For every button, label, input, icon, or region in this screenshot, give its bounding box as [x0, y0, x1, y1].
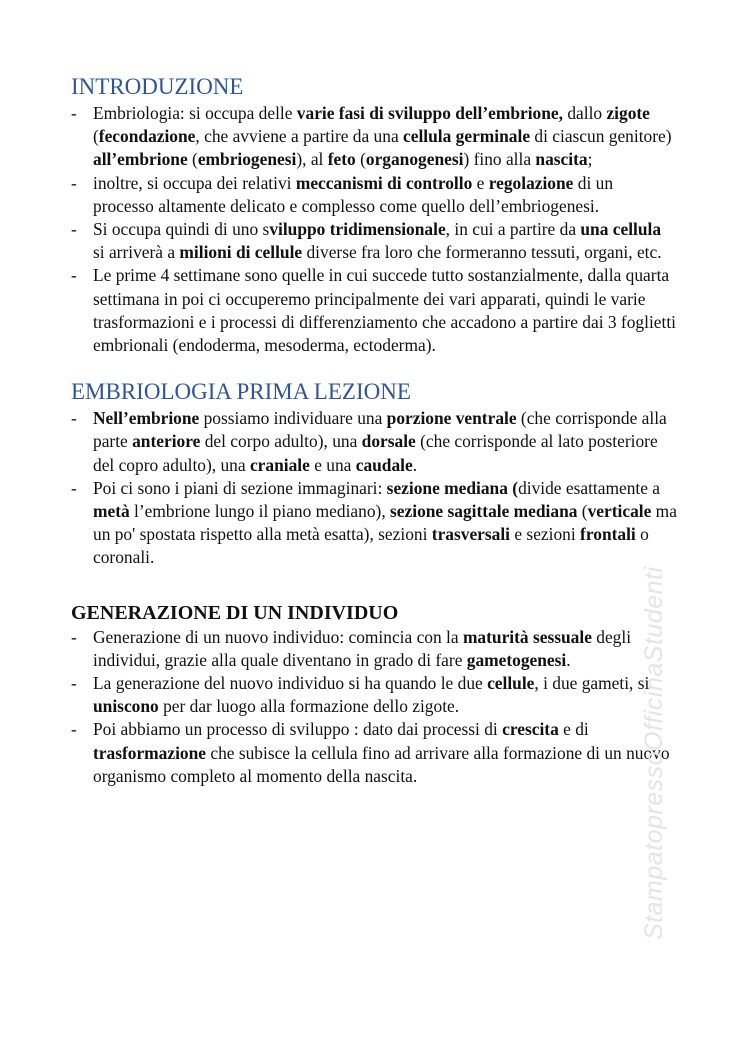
list-item — [71, 672, 677, 718]
bold-text: porzione ventrale — [386, 408, 517, 429]
bullet-dash: - — [71, 626, 77, 647]
text: . — [412, 454, 418, 475]
text: diverse fra loro che formeranno tessuti, organi, etc. — [302, 242, 662, 263]
text: ) fino alla — [463, 149, 536, 170]
text: di un processo altamente delicato e complesso come quello dell’embriogenesi. — [93, 172, 614, 216]
bold-text: viluppo tridimensionale — [269, 219, 446, 240]
text: inoltre, si occupa dei relativi — [93, 172, 296, 193]
bullet-dash: - — [71, 477, 77, 498]
text: per dar luogo alla formazione dello zigote. — [158, 696, 460, 717]
text: Embriologia: si occupa delle — [93, 103, 297, 123]
text: ( — [93, 126, 99, 147]
bold-text: fecondazione — [98, 126, 196, 147]
bold-text: regolazione — [488, 172, 574, 193]
bold-text: nascita — [535, 149, 588, 170]
text: Poi abbiamo un processo di sviluppo : dato dai processi di — [93, 719, 503, 740]
list-item — [71, 477, 677, 570]
bold-text: anteriore — [132, 431, 201, 452]
text: degli individui, grazie alla quale diventano in grado di fare — [93, 626, 632, 670]
bold-text: gametogenesi — [466, 649, 567, 670]
list-item — [71, 407, 677, 477]
text: Poi ci sono i piani di sezione immaginari: — [93, 477, 387, 498]
bold-text: zigote — [606, 103, 650, 123]
section-generazione-individuo — [71, 600, 677, 788]
bullet-dash: - — [71, 719, 77, 740]
bold-text: feto — [327, 149, 356, 170]
text: divide esattamente a — [518, 477, 661, 498]
text: La generazione del nuovo individuo si ha quando le due — [93, 673, 488, 694]
text: che subisce la cellula fino ad arrivare alla formazione di un nuovo organismo completo al momento della nascita. — [93, 742, 670, 786]
text: Generazione di un nuovo individuo: comincia con la — [93, 626, 463, 647]
section-heading: EMBRIOLOGIA PRIMA LEZIONE — [71, 379, 411, 405]
list-item — [71, 718, 677, 788]
bold-text: trasformazione — [93, 742, 206, 763]
bold-text: milioni di cellule — [179, 242, 303, 263]
bullet-list — [71, 102, 677, 357]
text: dallo — [562, 103, 607, 123]
bold-text: una cellula — [580, 219, 662, 240]
bold-text: frontali — [580, 524, 636, 545]
text: ( — [577, 501, 588, 522]
bullet-dash: - — [71, 103, 77, 123]
bold-text: trasversali — [431, 524, 511, 545]
text: ( — [355, 149, 366, 170]
bold-text: craniale — [249, 454, 310, 475]
section-embriologia-prima-lezione — [71, 377, 677, 569]
bullet-dash: - — [71, 673, 77, 694]
watermark: StampatopressoOfficinaStudenti — [640, 566, 668, 940]
text: (che corrisponde alla parte — [93, 408, 667, 452]
bold-text: verticale — [587, 501, 652, 522]
bullet-dash: - — [71, 265, 77, 286]
section-heading: INTRODUZIONE — [71, 74, 244, 99]
text: e di — [558, 719, 589, 740]
bullet-dash: - — [71, 219, 77, 240]
bold-text: all’embrione — [93, 149, 188, 170]
text: di ciascun genitore) — [530, 126, 672, 147]
bold-text: Nell’embrione — [93, 408, 200, 429]
bold-text: dorsale — [361, 431, 416, 452]
bold-text: sezione mediana ( — [386, 477, 519, 498]
section-heading: GENERAZIONE DI UN INDIVIDUO — [71, 601, 399, 624]
bold-text: crescita — [502, 719, 559, 740]
bold-text: organogenesi — [365, 149, 464, 170]
text: o coronali. — [93, 524, 649, 568]
bullet-dash: - — [71, 172, 77, 193]
text: e — [472, 172, 489, 193]
list-item — [71, 626, 677, 672]
text: . — [566, 649, 571, 670]
text: possiamo individuare una — [199, 408, 387, 429]
text: e sezioni — [510, 524, 581, 545]
text: ma un po' spostata rispetto alla metà esatta), sezioni — [93, 501, 677, 545]
text: , che avviene a partire da una — [195, 126, 404, 147]
document-page — [71, 72, 677, 788]
text: Le prime 4 settimane sono quelle in cui succede tutto sostanzialmente, dalla quarta settimana in poi ci occuperemo principalmente dei vari apparati, quindi le varie trasformazioni e i processi di differenziamento che accadono a partire dai 3 foglietti embrionali (endoderma, mesoderma, ectoderma). — [93, 265, 676, 356]
bold-text: cellule — [487, 673, 535, 694]
text: (che corrisponde al lato posteriore del copro adulto), una — [93, 431, 658, 475]
list-item — [71, 102, 677, 172]
bold-text: meccanismi di controllo — [295, 172, 473, 193]
bold-text: maturità sessuale — [462, 626, 592, 647]
bold-text: sezione sagittale mediana — [390, 501, 578, 522]
list-item — [71, 264, 677, 357]
text: ), al — [296, 149, 328, 170]
bullet-dash: - — [71, 408, 77, 429]
section-introduzione — [71, 72, 677, 357]
bold-text: metà — [93, 501, 130, 522]
bold-text: varie fasi di sviluppo dell’embrione, — [296, 103, 563, 123]
bold-text: cellula germinale — [403, 126, 531, 147]
bullet-list — [71, 626, 677, 788]
list-item — [71, 218, 677, 264]
text: ; — [587, 149, 593, 170]
text: Si occupa quindi di uno s — [93, 219, 270, 240]
text: ( — [187, 149, 198, 170]
text: si arriverà a — [93, 242, 180, 263]
text: l’embrione lungo il piano mediano), — [129, 501, 391, 522]
text: , in cui a partire da — [445, 219, 581, 240]
bold-text: caudale — [355, 454, 413, 475]
bold-text: embriogenesi — [197, 149, 297, 170]
text: del corpo adulto), una — [200, 431, 362, 452]
text: e una — [309, 454, 356, 475]
text: , i due gameti, si — [534, 673, 650, 694]
bold-text: uniscono — [93, 696, 159, 717]
list-item — [71, 172, 677, 218]
bullet-list — [71, 407, 677, 569]
